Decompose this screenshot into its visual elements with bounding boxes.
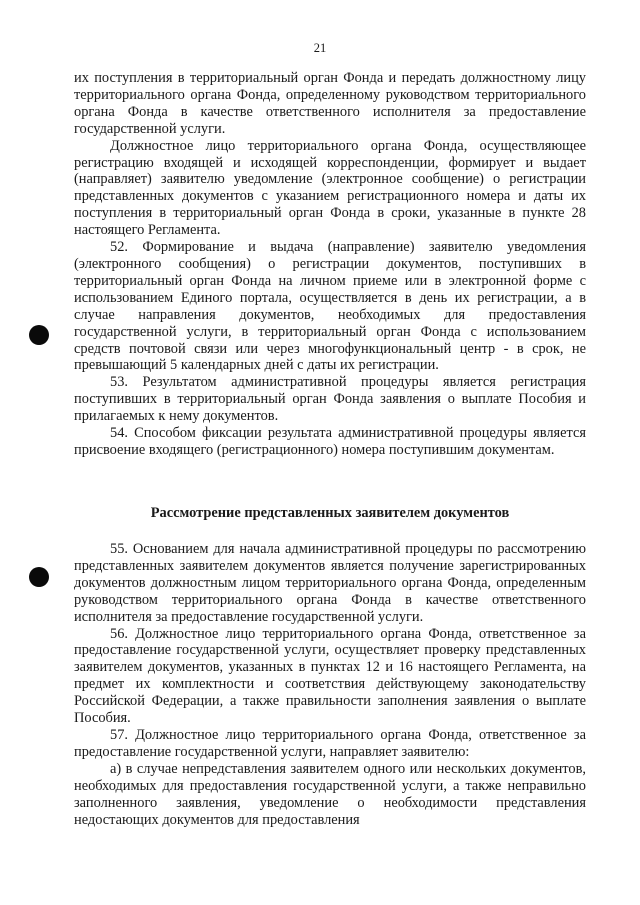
page-number: 21 — [313, 41, 327, 55]
punch-hole-mark — [29, 325, 49, 345]
paragraph: их поступления в территориальный орган Фонда и передать должностному лицу территориального органа Фонда, определенному руководством территориального органа Фонда в качестве ответственного исполнителя за предоставление государственной услуги. — [74, 70, 586, 137]
paragraph: 57. Должностное лицо территориального органа Фонда, ответственное за предоставление государственной услуги, направляет заявителю: — [74, 726, 586, 760]
body-text-before-heading — [74, 70, 586, 459]
paragraph: 53. Результатом административной процедуры является регистрация поступивших в территориальный орган Фонда заявления о выплате Пособия и прилагаемых к нему документов. — [74, 374, 586, 425]
paragraph: 56. Должностное лицо территориального органа Фонда, ответственное за предоставление государственной услуги, осуществляет проверку представленных заявителем документов, указанных в пунктах 12 и 16 настоящего Регламента, на предмет их комплектности и соответствия действующему законодательству Российской Федерации, а также правильности заполнения заявления о выплате Пособия. — [74, 625, 586, 727]
paragraph: 52. Формирование и выдача (направление) заявителю уведомления (электронного сообщения) о регистрации документов, поступивших в территориальный орган Фонда на личном приеме или в электронной форме с использованием Единого портала, осуществляется в день их регистрации, а в случае направления документов, необходимых для предоставления государственной услуги, в территориальный орган Фонда с использованием средств почтовой связи или через многофункциональный центр - в срок, не превышающий 5 календарных дней с даты их регистрации. — [74, 239, 586, 374]
paragraph: 55. Основанием для начала административной процедуры по рассмотрению представленных заявителем документов является получение зарегистрированных документов должностным лицом территориального органа Фонда, определенным руководством территориального органа Фонда в качестве ответственного исполнителя за предоставление государственной услуги. — [74, 541, 586, 625]
paragraph: Должностное лицо территориального органа Фонда, осуществляющее регистрацию входящей и исходящей корреспонденции, формирует и выдает (направляет) заявителю уведомление (электронное сообщение) о регистрации представленных документов с указанием регистрационного номера и даты их поступления в территориальный орган Фонда в сроки, указанные в пункте 28 настоящего Регламента. — [74, 137, 586, 239]
section-heading: Рассмотрение представленных заявителем документов — [150, 505, 510, 521]
punch-hole-mark — [29, 567, 49, 587]
paragraph: 54. Способом фиксации результата административной процедуры является присвоение входящего (регистрационного) номера поступившим документам. — [74, 425, 586, 458]
body-text-after-heading — [74, 541, 586, 828]
paragraph: а) в случае непредставления заявителем одного или нескольких документов, необходимых для предоставления государственной услуги, а также неправильно заполненного заявления, уведомление о необходимости представления недостающих документов для предоставления — [74, 760, 586, 828]
